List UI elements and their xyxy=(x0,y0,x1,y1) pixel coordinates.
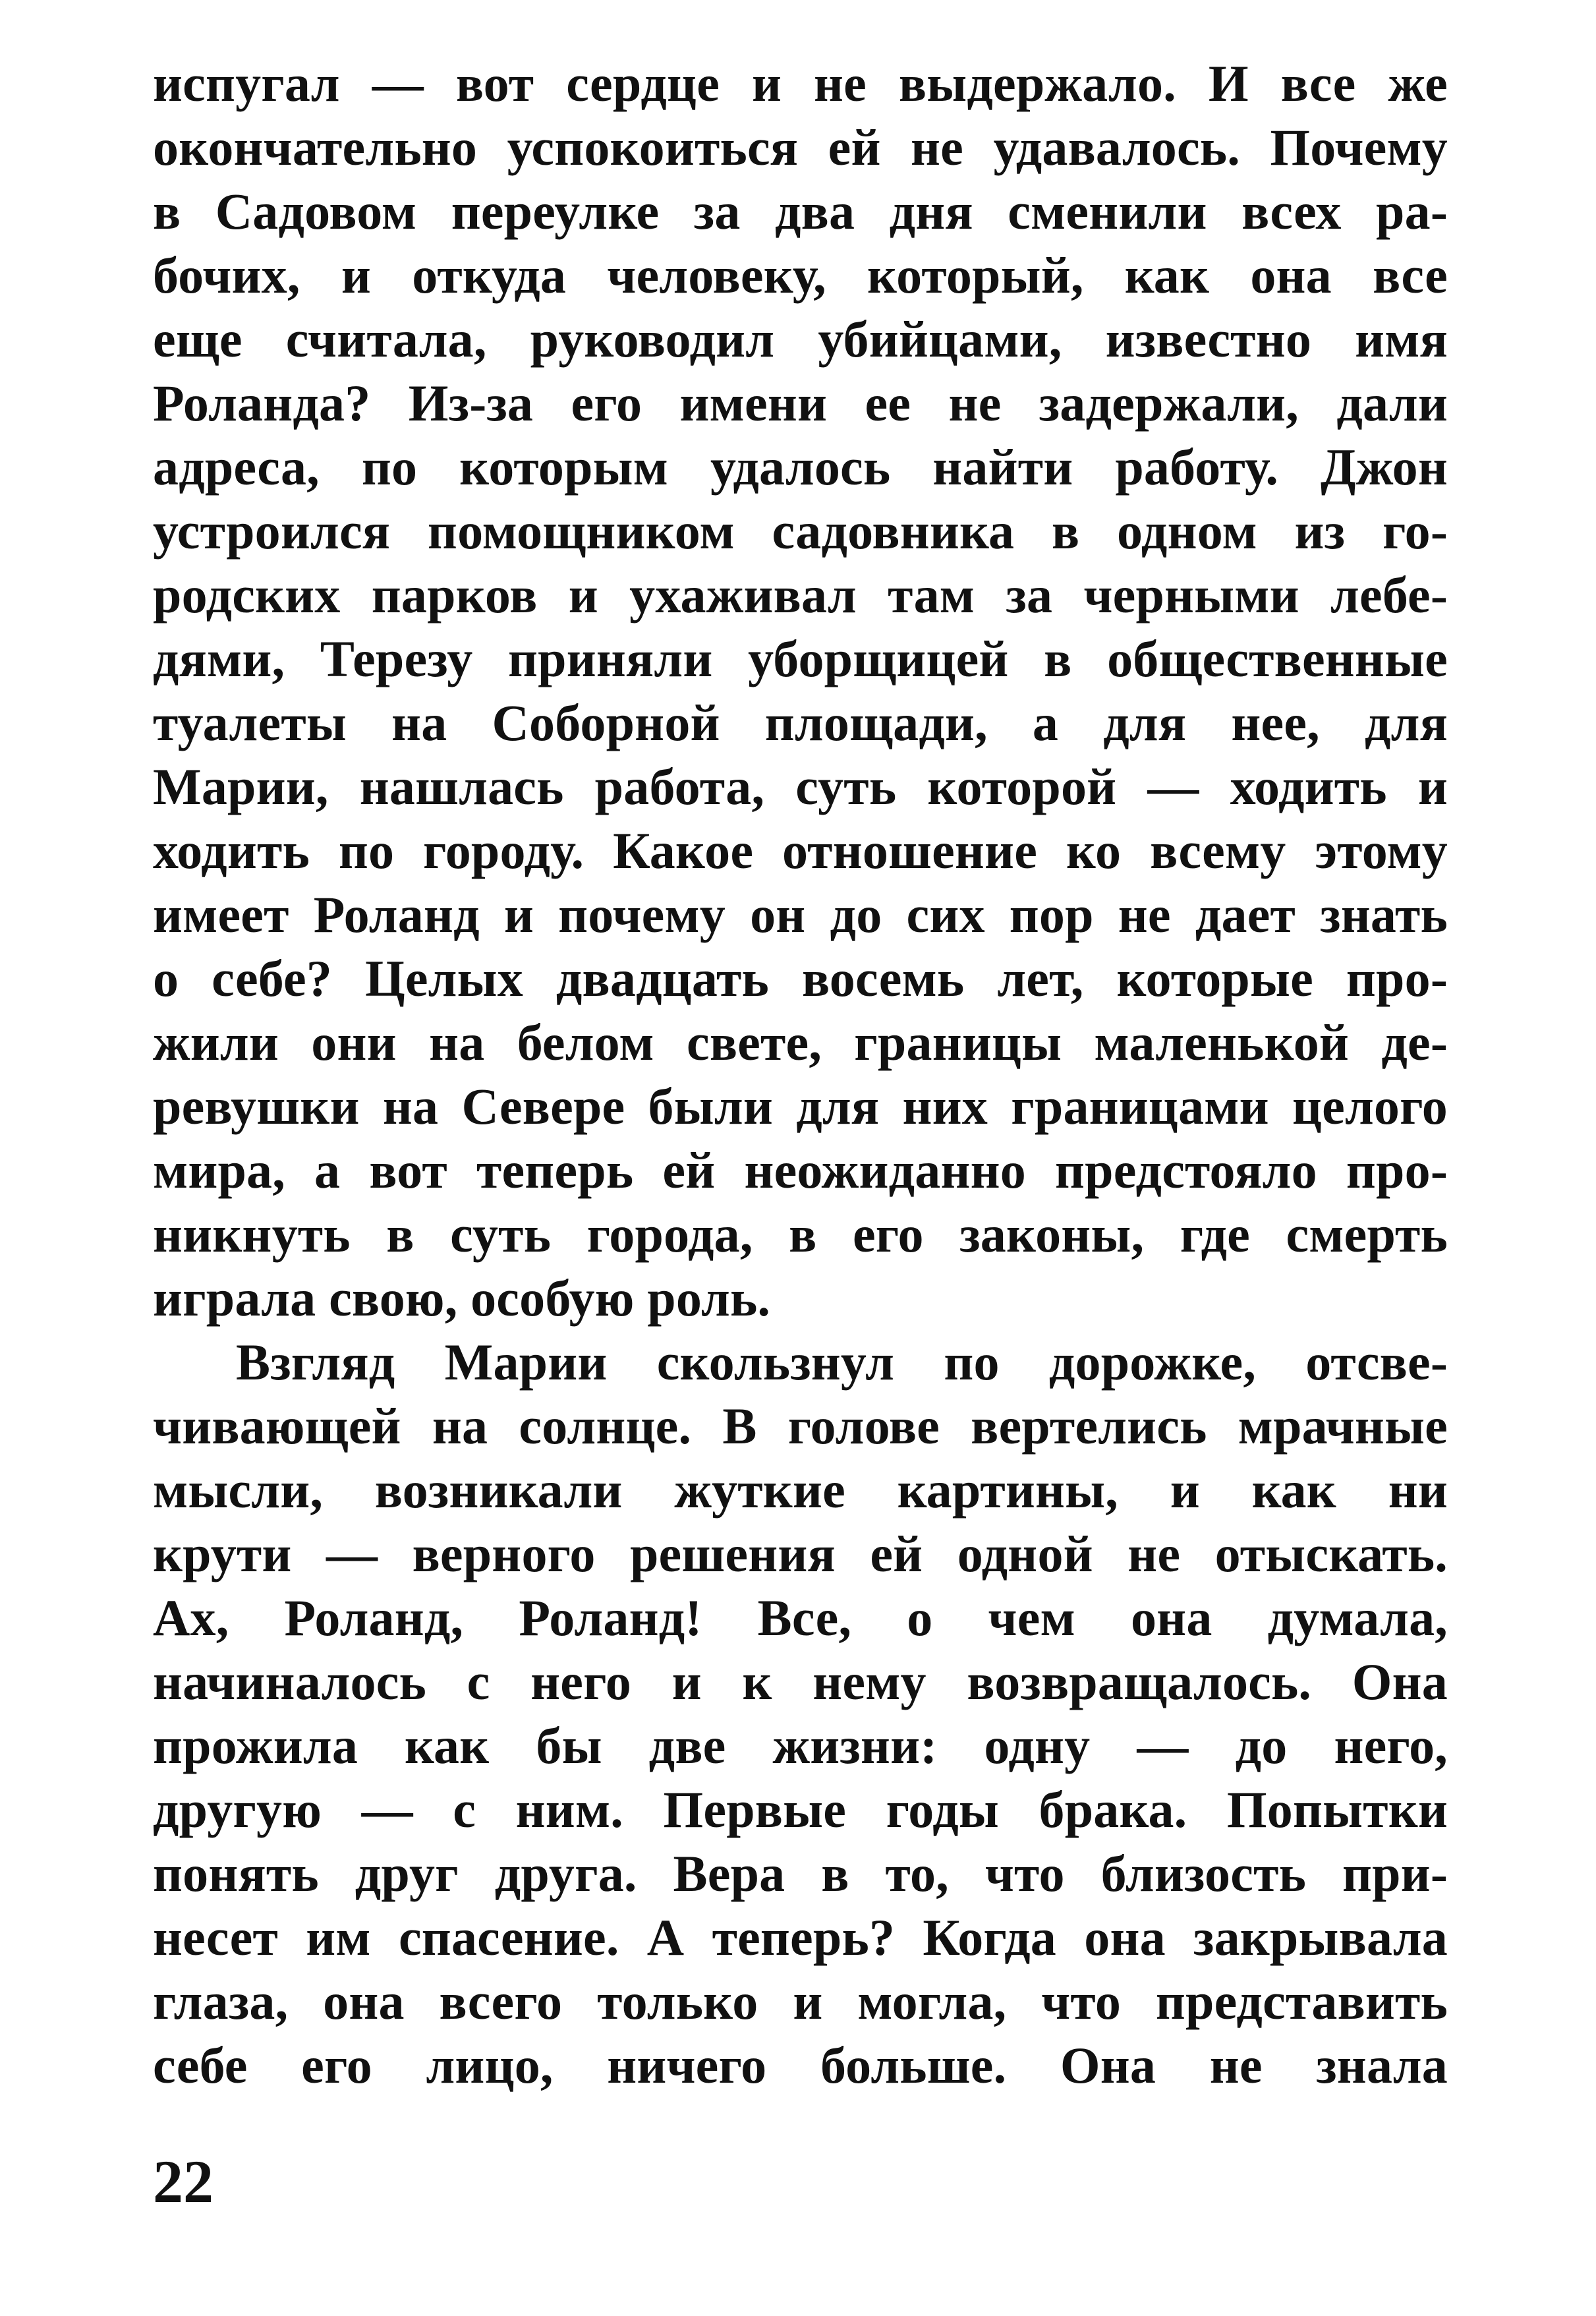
text-line: Марии, нашлась работа, суть которой — ходить и xyxy=(153,758,1448,815)
text-line: Ах, Роланд, Роланд! Все, о чем она думала, xyxy=(153,1589,1448,1646)
text-line: испугал — вот сердце и не выдержало. И все же xyxy=(153,55,1448,112)
text-line: дями, Терезу приняли уборщицей в общественные xyxy=(153,630,1448,687)
text-line: имеет Роланд и почему он до сих пор не дает знать xyxy=(153,886,1448,943)
text-line: адреса, по которым удалось найти работу. Джон xyxy=(153,438,1448,496)
text-line: еще считала, руководил убийцами, известно имя xyxy=(153,310,1448,368)
text-line: туалеты на Соборной площади, а для нее, для xyxy=(153,694,1448,751)
text-line: несет им спасение. А теперь? Когда она закрывала xyxy=(153,1909,1448,1966)
text-line: бочих, и откуда человеку, который, как она все xyxy=(153,246,1448,304)
text-line: в Садовом переулке за два дня сменили всех ра- xyxy=(153,183,1448,240)
text-line: ревушки на Севере были для них границами целого xyxy=(153,1078,1448,1135)
text-line: начиналось с него и к нему возвращалось. Она xyxy=(153,1653,1448,1710)
text-line: крути — верного решения ей одной не отыскать. xyxy=(153,1525,1448,1582)
text-line: о себе? Целых двадцать восемь лет, которые про- xyxy=(153,950,1448,1007)
text-line: другую — с ним. Первые годы брака. Попытки xyxy=(153,1781,1448,1838)
text-line: Роланда? Из-за его имени ее не задержали, дали xyxy=(153,374,1448,432)
text-line: мира, а вот теперь ей неожиданно предстояло про- xyxy=(153,1142,1448,1199)
paragraph-first-line: Взгляд Марии скользнул по дорожке, отсве- xyxy=(236,1333,1448,1391)
page-number: 22 xyxy=(153,2148,214,2215)
paragraph-last-line: играла свою, особую роль. xyxy=(153,1269,771,1327)
body-text xyxy=(153,51,1448,2097)
text-line: окончательно успокоиться ей не удавалось. Почему xyxy=(153,119,1448,176)
text-line: родских парков и ухаживал там за черными лебе- xyxy=(153,566,1448,623)
text-line: чивающей на солнце. В голове вертелись мрачные xyxy=(153,1397,1448,1455)
text-line: прожила как бы две жизни: одну — до него, xyxy=(153,1717,1448,1774)
text-line: ходить по городу. Какое отношение ко всему этому xyxy=(153,822,1448,879)
text-line: мысли, возникали жуткие картины, и как ни xyxy=(153,1461,1448,1519)
text-line: никнуть в суть города, в его законы, где смерть xyxy=(153,1205,1448,1263)
text-line: глаза, она всего только и могла, что представить xyxy=(153,1973,1448,2030)
text-line: жили они на белом свете, границы маленькой де- xyxy=(153,1014,1448,1071)
text-line: устроился помощником садовника в одном из го- xyxy=(153,502,1448,560)
text-line: себе его лицо, ничего больше. Она не знала xyxy=(153,2037,1448,2094)
text-line: понять друг друга. Вера в то, что близость при- xyxy=(153,1845,1448,1902)
